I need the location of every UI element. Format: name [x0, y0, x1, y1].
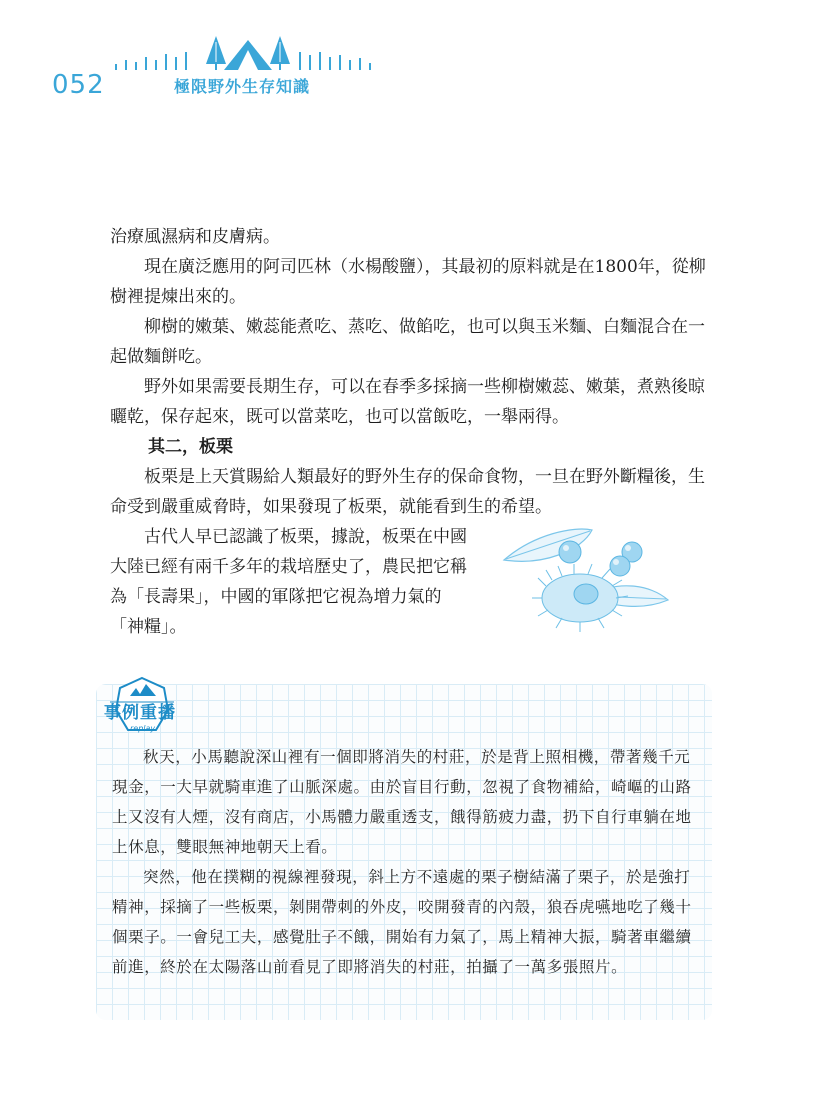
forest-header-decoration — [112, 30, 382, 76]
section-subheading: 其二，板栗 — [148, 437, 233, 457]
paragraph: 柳樹的嫩葉、嫩蕊能煮吃、蒸吃、做餡吃，也可以與玉米麵、白麵混合在一起做麵餅吃。 — [110, 317, 705, 367]
paragraph: 突然，他在撲糊的視線裡發現，斜上方不遠處的栗子樹結滿了栗子，於是強打精神，採摘了一些板栗，剝開帶刺的外皮，咬開發青的內殼，狼吞虎嚥地吃了幾十個栗子。一會兒工夫，感覺肚子不餓，開始有力氣了，馬上精神大振，騎著車繼續前進，終於在太陽落山前看見了即將消失的村莊，拍攝了一萬多張照片。 — [112, 868, 692, 976]
chestnut-illustration — [494, 522, 674, 632]
book-title: 極限野外生存知識 — [174, 77, 311, 96]
paragraph: 治療風濕病和皮膚病。 — [110, 227, 280, 247]
replay-label: 事例重播 — [104, 703, 176, 723]
paragraph: 板栗是上天賞賜給人類最好的野外生存的保命食物，一旦在野外斷糧後，生命受到嚴重威脅時，如果發現了板栗，就能看到生的希望。 — [110, 467, 705, 517]
replay-story — [112, 742, 696, 982]
paragraph: 現在廣泛應用的阿司匹林（水楊酸鹽），其最初的原料就是在1800年，從柳樹裡提煉出來的。 — [110, 257, 706, 307]
paragraph: 古代人早已認識了板栗，據說，板栗在中國大陸已經有兩千多年的栽培歷史了，農民把它稱為「長壽果」，中國的軍隊把它視為增力氣的「神糧」。 — [110, 527, 467, 637]
paragraph: 野外如果需要長期生存，可以在春季多採摘一些柳樹嫩蕊、嫩葉，煮熟後晾曬乾，保存起來，既可以當菜吃，也可以當飯吃，一舉兩得。 — [110, 377, 705, 427]
paragraph: 秋天，小馬聽說深山裡有一個即將消失的村莊，於是背上照相機，帶著幾千元現金，一大早就騎車進了山脈深處。由於盲目行動，忽視了食物補給，崎嶇的山路上又沒有人煙，沒有商店，小馬體力嚴重透支，餓得筋疲力盡，扔下自行車躺在地上休息，雙眼無神地朝天上看。 — [112, 748, 692, 856]
page-number: 052 — [52, 70, 105, 100]
replay-sublabel: replay — [130, 724, 156, 733]
